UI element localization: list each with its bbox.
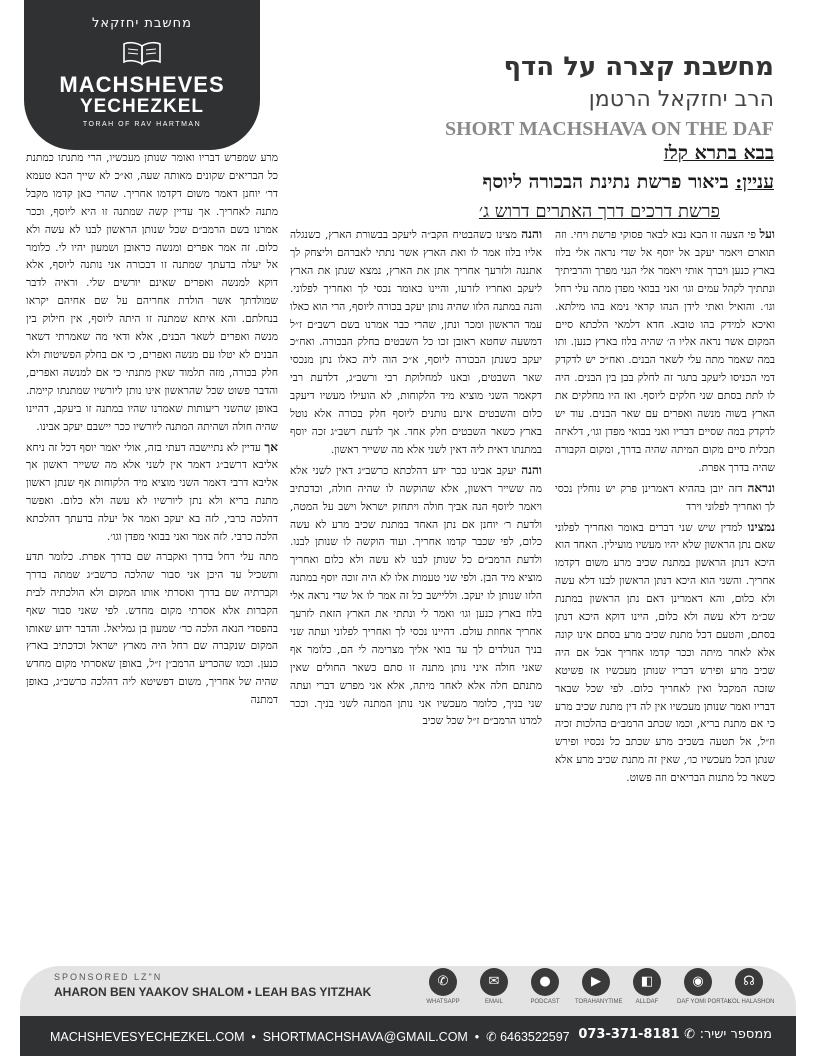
paragraph-lead-word: אך: [264, 439, 278, 454]
paragraph: [26, 549, 278, 710]
direct-number: [578, 1027, 772, 1042]
paragraph-lead-word: ועל: [759, 227, 775, 241]
whatsapp-link[interactable]: [422, 968, 464, 1005]
direct-number-label: ממספר ישיר:: [699, 1027, 772, 1042]
phone-number[interactable]: 6463522597: [500, 1030, 570, 1044]
icon-label: DAF YOMI PORTAL: [677, 999, 732, 1005]
text-column-middle: [290, 226, 542, 966]
alldaf-link[interactable]: [626, 968, 668, 1005]
paragraph-text: פי הצעה זו הבא נבא לבאר פסוקי פרשת ויחי. וזה תוארם ויאמר יעקב אל יוסף אל שדי נראה אלי בלוז בארץ כנען ויברך אותי ויאמר אלי הנני מפרך והרביתיך ונתתיך לקהל עמים וגו׳ ואני בבואי מפדן מתה עלי רחל וגו׳. והואיל ואתי לידן הנהו קראי נימא בהו מילתא. ואיכא למידק בהו טובא. חדא דלמאי הלכתא סיים המקום אשר נראה אליו ה׳ שהיה בלוז בארץ כנען. ותו במה שאמר מתה עלי לשאר הבנים. ואח״כ יש לדקדק דמי הכניסו ליעקב בתגר זה לחלק בבן בין הבנים. היה לו לתת בסתם שני חלקים ליוסף. ואז היו מחלקים את הארץ בשוה מנשה ואפרים עם שאר הבנים. עוד יש לדקדק במה שסיים דבריו ואני בבואי מפדן וגו׳, דלאיזה תכלית סיים מקום המיתה שהיה בדרך, ומקום הקבורה שהיה בדרך אפרת.: [555, 229, 775, 474]
paragraph-text: עדיין לא נתיישבה דעתי בזה, אולי יאמר יוסף דכל זה ניחא אליבא דרשב״ג דאמר אין לשני אלא מה ששייר ראשון אך אליבא דרבי דאמר השני מוציא מיד הלקוחות אף שנתן ראשון מתנת בריא ולא נתן ליורשיו לא עשה ולא כלום. ואפשר דהלכה כרבי, לזה בא יעקב ואמר אל יעלה בדעתך דהלכתא הלכה כרבי. לזה אמר ואני בבואי מפדן וגו׳.: [26, 441, 278, 544]
topic-text: ביאור פרשת נתינת הבכורה ליוסף: [482, 171, 729, 193]
paragraph: [290, 226, 542, 460]
paragraph-text: יעקב אבינו ככר ידע דהלכתא כרשב״ג דאין לשני אלא מה ששייר ראשון, אלא שהוקשה לו שהיה חולה, וכדכתיב ויאמר ליוסף הנה אביך חולה ויתחזק ישראל וישב על המטה, ולדעת ר׳ יוחנן אם נתן האחד במתנת שכיב מרע לא עשה כלום, לפי שכבר קדמו אחריך. ועוד הוקשה לו שנותן לבנו. ולדעת הרמב״ם כל שנותן לבנו לא עשה ולא כלום ואחריך מוציא מיד הבן. ולפי שני טעמות אלו לא היה זוכה יוסף במתנה הלזו שנותן לו יעקב. ולליישב כל זה אמר לו אל שדי נראה אלי בלוז בארץ כנען וגו׳ ואמר לי ונתתי את הארץ הזאת לזרעך אחריך אחוזת עולם. דהיינו נכסי לך ואחריך לפלוני ועתה שני בניך הנולדים לך עד בואי אליך מצרימה לי הם, כלומר אף שאני חולה איני נותן מתנה זו סתם כשאר החולים שאין מתנתם חלה אלא לאחר מיתה, אלא אני מפרש דברי ועתה שני בניך, כלומר מעכשיו אני נותן המתנה לשני בניך. וככר למדנו הרמב״ם ז״ל שכל שכיב: [290, 464, 542, 728]
sponsor-label: SPONSORED LZ"N: [54, 972, 163, 982]
paragraph: [26, 150, 278, 437]
email-icon: ✉: [480, 968, 508, 996]
website-link[interactable]: MACHSHEVESYECHEZKEL.COM: [50, 1030, 245, 1044]
text-column-right: [555, 226, 775, 966]
paragraph-text: דזה יובן בההיא דאמרינן פרק יש נוחלין נכסי לך ואחריך לפלוני וירד: [555, 482, 775, 513]
kolhalashon-link[interactable]: [728, 968, 775, 1005]
paragraph-lead-word: והנה: [521, 462, 542, 477]
text-column-left: [26, 150, 278, 966]
link-icons: [422, 968, 775, 1005]
paragraph-text: מתה עלי רחל בדרך ואקברה שם בדרך אפרת. כלומר תדע ותשכיל עד היכן אני סבור שהלכה כרשב״ג שמתה בדרך וקברתיה שם בדרך ואסרתי אותו המקום ולא הולכתיה לבית הקברות אלא אסרתי מקום מחדש. לפי שאני סבור שאף בהפסדי הנאה הלכה כר׳ שמעון בן גמליאל. והדבר ידוע שאותו המקום שנקברה שם רחל היה מארץ ישראל וכדכתיב בארץ כנען. וכמו שהכריע הרמב״ן ז״ל, באופן שאסרתי מקום מחדש שהיה של אחריך, משום דפשיטא ליה דהלכה כרשב״ג, באופן דמתנה: [26, 550, 278, 707]
logo-tagline: TORAH OF RAV HARTMAN: [82, 121, 202, 128]
footer-panel: [20, 966, 796, 1016]
icon-label: WHATSAPP: [426, 999, 460, 1005]
paragraph-text: מצינו כשהבטיח הקב״ה ליעקב בבשורת הארץ, כשנגלה אליו בלוז אמר לו ואת הארץ אשר נתתי לאברהם וליצחק לך אתננה ולזרעך אחריך אתן את הארץ, נמצא שנתן את הארץ ליעקב ואחריו לזרעו, והיינו כאומר נכסי לך ואחריך לפלוני. והנה במתנה הלזו שהיה נותן יעקב בכורה ליוסף, הרי הוא כאלו עמד הראשון ומכר ונתן, שהרי כבר אמרנו בשם רשב״ם ז״ל דמשעה שחטא ראובן זכו כל השבטים בחלק הבכורה. ואח״כ יעקב כשנתן הבכורה ליוסף, א״כ הוה ליה כאלו נתן מנכסי שאר השבטים, ובאנו למחלוקת רבי ורשב״ג, דלדעת רבי דקאמר השני מוציא מיד הלקוחות, לא הועילו מעשיו דיעקב כלום והשבטים אינם נותנים ליוסף חלק בכורה אלא נוטל בארץ כשאר השבטים חלק אחד. אך לדעת רשב״ג זכה יוסף במתנתו דאית ליה דאין לשני אלא מה ששייר ראשון.: [290, 229, 542, 456]
paragraph: [555, 519, 775, 789]
logo-hebrew: מחשבת יחזקאל: [92, 16, 192, 31]
sponsor-block: [54, 972, 371, 999]
paragraph: [555, 480, 775, 517]
paragraph-lead-word: ונראה: [747, 480, 775, 495]
direct-number-value[interactable]: 073-371-8181: [578, 1027, 680, 1042]
icon-label: KOL HALASHON: [728, 999, 775, 1005]
dafyomi-portal-link[interactable]: [677, 968, 732, 1005]
open-book-icon: [122, 40, 162, 66]
logo-line-1: MACHSHEVES: [59, 72, 225, 97]
paragraph: [555, 226, 775, 478]
logo-line-2: YECHEZKEL: [79, 96, 205, 117]
paragraph-text: למדין שיש שני דברים באומר ואחריך לפלוני שאם נתן הראשון שלא יהיו מעשיו מועילין. האחד הוא היכא דנתן הראשון במתנת שכיב מרע משום דקדמו אחריך. והשני הוא היכא דנתן הראשון לבנו דלא עשה ולא כלום, והא דאמרינן דאם נתן הראשון במתנת שכ״מ דלא עשה ולא כלום, היינו דוקא היכא דנתן בסתם, והטעם דכל מתנת שכיב מרע בסתם אינו קונה אלא לאחר מיתה וככר קדמו אחריך אבל אם היה שכיב מרע ופירש דבריו שנותן מעכשיו אז פשיטא שזכה המקבל ואין לאחריך כלום. לפי שכל שבאר דבריו ואמר שנותן מעכשיו אין לה דין מתנת שכיב מרע כי אם מתנת בריא, וכמו שכתב הרמב״ם בהלכות זכיה וז״ל, אל תטעה בשכיב מרע שכתב כל נכסיו ופירש שנתן הכל מעכשיו כו׳, שאין זה מתנת שכיב מרע אלא כשאר כל מתנות הבריאים וזה פשוט.: [555, 521, 775, 785]
icon-label: ALLDAF: [635, 999, 659, 1005]
torahanytime-icon: ▶: [582, 968, 610, 996]
paragraph: [26, 439, 278, 547]
topic-label: עניין:: [735, 171, 774, 193]
email-link[interactable]: [473, 968, 515, 1005]
contact-bar: [20, 1016, 796, 1056]
title-hebrew: מחשבת קצרה על הדף: [503, 52, 774, 82]
paragraph-lead-word: נמצינו: [747, 519, 775, 534]
podcast-icon: ●: [531, 968, 559, 996]
contact-left: MACHSHEVESYECHEZKEL.COM • SHORTMACHSHAVA@GMAIL.COM • ✆ 6463522597: [50, 1030, 570, 1044]
torahanytime-link[interactable]: [575, 968, 623, 1005]
whatsapp-icon: ✆: [429, 968, 457, 996]
topic-heading: [483, 171, 774, 194]
author-name: הרב יחזקאל הרטמן: [588, 87, 774, 112]
paragraph: [290, 462, 542, 732]
whatsapp-small-icon: ✆: [486, 1030, 497, 1044]
sponsor-names: AHARON BEN YAAKOV SHALOM • LEAH BAS YITZHAK: [54, 985, 372, 999]
email-link[interactable]: SHORTMACHSHAVA@GMAIL.COM: [262, 1030, 468, 1044]
phone-glyph-icon: ✆: [684, 1027, 696, 1042]
logo: [24, 0, 260, 150]
title-english: SHORT MACHSHAVA ON THE DAF: [444, 118, 774, 140]
icon-label: PODCAST: [530, 999, 560, 1005]
alldaf-icon: ◧: [633, 968, 661, 996]
icon-label: TORAHANYTIME: [575, 999, 623, 1005]
kolhalashon-icon: ☊: [735, 968, 763, 996]
daf-reference: בבא בתרא קלז: [663, 142, 774, 164]
section-heading: פרשת דרכים דרך האתרים דרוש ג׳: [478, 201, 720, 222]
paragraph-lead-word: והנה: [521, 227, 542, 241]
paragraph-text: מרע שמפרש דבריו ואומר שנותן מעכשיו, הרי מתנתו כמתנת כל הבריאים שקונים מאותה שעה, וא״כ לא שייך הכא טעמא דר׳ יוחנן דאמר משום דקדמו אחריך. שהרי כאן קדמו מקבל מתנה לאחריך. אך עדיין קשה שמתנה זו היא ליוסף, וככר אמרנו בשם הרמב״ם שכל שנותן הראשון לבנו לא עשה ולא כלום. זה אמר אפרים ומנשה כראובן ושמעון יהיו לי. כלומר אל יעלה בדעתך שמתנה זו דבכורה אני נותנה ליוסף, אלא דוקא למנשה ואפרים שאינם יורשים שלי. וראיה לדבר שמולדתך אשר הולדת אחריהם על שם אחיהם יקראו בנחלתם. והא איתא שמתנה זו היתה ליוסף, אין חילוק בין מנשה ואפרים לשאר הבנים, אלא ודאי מה שאמרתי דשאר הבנים לא יטלו עם מנשה ואפרים, כי אם בחלק הפשיטות ולא חלק בכורה, מזה תלמוד שאין מתנתי כי אם למנשה ואפרים, והדבר פשוט שכל שהראשון אינו נותן ליורשיו שמתנתו קיימת. באופן שהשני ריעותות שאמרנו שהיו במתנה זו ביעקב, דהיינו שהיה חולה ושהיתה המתנה ליורשיו ככר יישבם יעקב אבינו.: [26, 152, 278, 433]
podcast-link[interactable]: [524, 968, 566, 1005]
dafyomi-portal-icon: ◉: [684, 968, 712, 996]
icon-label: EMAIL: [484, 999, 503, 1005]
